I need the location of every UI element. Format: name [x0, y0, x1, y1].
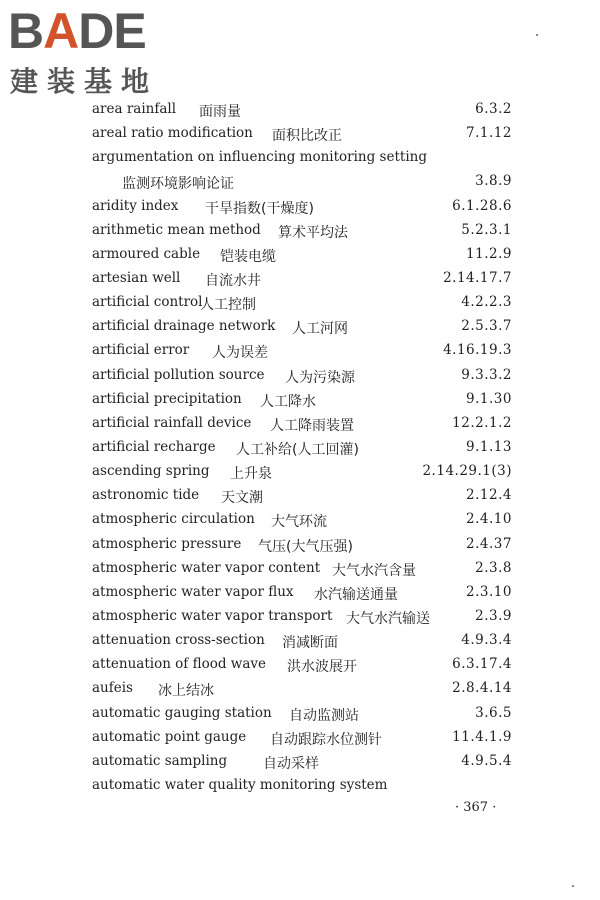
entry-section-reference: 2.4.10 [466, 511, 512, 528]
entry-chinese-term: 算术平均法 [278, 224, 348, 241]
entry-english-term: armoured cable [92, 245, 201, 262]
entry-chinese-term: 大气水汽输送 [346, 610, 430, 627]
entry-english-term: automatic water quality monitoring system [92, 776, 388, 793]
entry-chinese-term: 大气环流 [271, 514, 327, 531]
entry-english-term: aridity index [92, 197, 179, 214]
entry-english-term: astronomic tide [92, 487, 200, 504]
entry-english-term: automatic point gauge [92, 728, 247, 745]
entry-chinese-term: 自动采样 [263, 755, 319, 772]
entry-english-term: atmospheric water vapor transport [92, 607, 333, 624]
entry-chinese-term: 水汽输送通量 [314, 586, 398, 603]
entry-english-term: atmospheric circulation [92, 511, 255, 528]
entry-chinese-term: 自流水井 [205, 272, 261, 289]
glossary-entry [0, 484, 600, 508]
bade-logo [8, 3, 178, 98]
entry-section-reference: 2.14.17.7 [443, 269, 512, 286]
entry-chinese-term: 自动监测站 [289, 707, 359, 724]
entry-english-term: artificial rainfall device [92, 414, 252, 431]
entry-chinese-term: 人工河网 [292, 321, 348, 338]
glossary-entry [0, 581, 600, 605]
entry-chinese-term: 干旱指数(干燥度) [205, 200, 314, 217]
logo-letter-a: A [43, 3, 79, 59]
entry-section-reference: 7.1.12 [466, 125, 512, 142]
entry-chinese-term: 自动跟踪水位测针 [270, 731, 382, 748]
logo-letter-b: B [8, 3, 44, 59]
entry-chinese-term: 面积比改正 [272, 128, 342, 145]
glossary-entry [0, 412, 600, 436]
entry-section-reference: 9.1.13 [466, 438, 512, 455]
entry-english-term: artificial drainage network [92, 318, 276, 335]
entry-english-term: atmospheric water vapor flux [92, 583, 294, 600]
entry-english-term: attenuation of flood wave [92, 656, 267, 673]
entry-section-reference: 2.8.4.14 [452, 680, 512, 697]
entry-english-term: argumentation on influencing monitoring setting [92, 149, 427, 166]
logo-chinese-text: 建装基地 [10, 65, 159, 98]
glossary-entry [0, 508, 600, 532]
entry-chinese-term: 人工降水 [260, 393, 316, 410]
entry-section-reference: 2.5.3.7 [461, 318, 512, 335]
glossary-entry [0, 98, 600, 122]
entry-chinese-term: 大气水汽含量 [332, 562, 416, 579]
entry-english-term: arithmetic mean method [92, 221, 261, 238]
entry-chinese-term: 气压(大气压强) [258, 538, 353, 555]
entry-chinese-term: 消减断面 [282, 635, 338, 652]
entry-english-term: artificial control [92, 294, 203, 311]
entry-section-reference: 6.3.2 [475, 101, 512, 117]
glossary-entry [0, 533, 600, 557]
entry-section-reference: 4.16.19.3 [443, 342, 512, 359]
glossary-entry [0, 339, 600, 363]
glossary-entry [0, 267, 600, 291]
entry-english-term: atmospheric water vapor content [92, 559, 321, 576]
glossary-entry [0, 315, 600, 339]
entry-section-reference: 11.2.9 [466, 245, 512, 262]
entry-chinese-term: 天文潮 [221, 490, 263, 507]
glossary-entry [0, 364, 600, 388]
entry-english-term: atmospheric pressure [92, 535, 242, 552]
entry-english-term: automatic gauging station [92, 704, 272, 721]
logo-letters-de: DE [78, 3, 146, 59]
entry-section-reference: 2.14.29.1(3) [422, 463, 512, 480]
entry-english-term: artificial precipitation [92, 390, 242, 407]
entry-section-reference: 9.1.30 [466, 390, 512, 407]
glossary-entry [0, 702, 600, 726]
entry-section-reference: 2.3.10 [466, 583, 512, 600]
entry-section-reference: 2.3.9 [475, 607, 512, 624]
entry-section-reference: 3.8.9 [475, 173, 512, 190]
entry-section-reference: 6.3.17.4 [452, 656, 512, 673]
glossary-entry [0, 557, 600, 581]
entry-chinese-term: 铠装电缆 [220, 248, 276, 265]
entry-section-reference: 3.6.5 [475, 704, 512, 721]
speck-mark [572, 885, 574, 887]
glossary-entry [0, 243, 600, 267]
entry-english-term: artificial error [92, 342, 190, 359]
entry-chinese-term: 人工降雨装置 [270, 417, 354, 434]
entry-section-reference: 4.2.2.3 [461, 294, 512, 311]
glossary-entry [0, 388, 600, 412]
entry-chinese-term: 人为污染源 [285, 369, 355, 386]
logo-wordmark [8, 3, 178, 59]
entry-section-reference: 11.4.1.9 [452, 728, 512, 745]
entry-section-reference: 4.9.3.4 [461, 632, 512, 649]
entry-english-term: areal ratio modification [92, 125, 253, 142]
entry-section-reference: 2.3.8 [475, 559, 512, 576]
entry-chinese-term: 人工补给(人工回灌) [236, 441, 359, 458]
entry-english-term: artesian well [92, 269, 181, 286]
entry-english-term: artificial recharge [92, 438, 216, 455]
entry-section-reference: 2.12.4 [466, 487, 512, 504]
entry-section-reference: 12.2.1.2 [452, 414, 512, 431]
entry-chinese-term: 上升泉 [230, 466, 272, 483]
glossary-entry [0, 460, 600, 484]
glossary-entry [0, 653, 600, 677]
glossary-entry [0, 629, 600, 653]
entry-section-reference: 5.2.3.1 [461, 221, 512, 238]
glossary-entry [0, 146, 600, 170]
glossary-entry [0, 605, 600, 629]
entry-english-term: attenuation cross-section [92, 632, 265, 649]
entry-english-term: automatic sampling [92, 752, 228, 769]
entry-english-term: ascending spring [92, 463, 210, 480]
entry-chinese-term: 人工控制 [200, 297, 256, 314]
entry-section-reference: 2.4.37 [466, 535, 512, 552]
glossary-entry [0, 436, 600, 460]
glossary-entry [0, 677, 600, 701]
glossary-entry [0, 195, 600, 219]
entry-english-term: aufeis [92, 680, 133, 697]
entry-chinese-term: 冰上结冰 [158, 683, 214, 700]
glossary-entry-list [0, 98, 600, 798]
glossary-entry [0, 122, 600, 146]
glossary-entry [0, 219, 600, 243]
page-number: · 367 · [455, 800, 497, 815]
entry-chinese-term: 洪水波展开 [287, 659, 357, 676]
entry-section-reference: 4.9.5.4 [461, 752, 512, 769]
entry-english-term: area rainfall [92, 101, 177, 117]
glossary-entry [0, 774, 600, 798]
entry-chinese-term: 监测环境影响论证 [122, 176, 234, 193]
speck-mark [536, 34, 538, 36]
entry-english-term: artificial pollution source [92, 366, 265, 383]
glossary-entry [0, 170, 600, 194]
entry-chinese-term: 面雨量 [199, 104, 241, 120]
entry-chinese-term: 人为误差 [212, 345, 268, 362]
glossary-entry [0, 750, 600, 774]
glossary-entry [0, 726, 600, 750]
entry-section-reference: 9.3.3.2 [461, 366, 512, 383]
glossary-entry [0, 291, 600, 315]
entry-section-reference: 6.1.28.6 [452, 197, 512, 214]
